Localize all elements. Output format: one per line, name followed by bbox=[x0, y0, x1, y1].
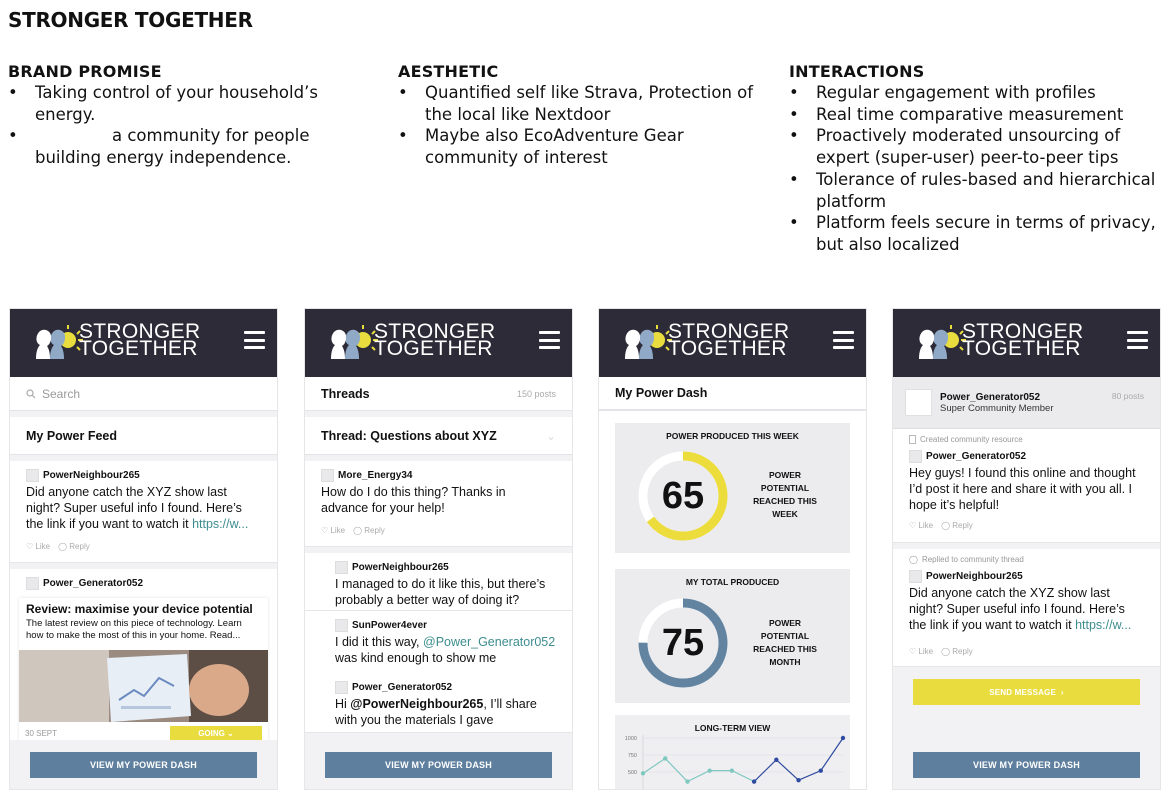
dash-body bbox=[599, 377, 866, 789]
post-username[interactable]: PowerNeighbour265 bbox=[43, 470, 140, 481]
like-button[interactable]: ♡ Like bbox=[321, 526, 346, 535]
article-title: Review: maximise your device potential bbox=[26, 602, 253, 616]
thread-header[interactable] bbox=[305, 417, 572, 455]
post-username[interactable]: SunPower4ever bbox=[352, 620, 428, 631]
menu-icon[interactable] bbox=[833, 331, 854, 349]
aesthetic-column bbox=[398, 62, 768, 169]
post-card[interactable] bbox=[10, 461, 277, 563]
data-point bbox=[796, 778, 800, 782]
data-point bbox=[641, 771, 645, 775]
reply-button[interactable]: ◯ Reply bbox=[941, 521, 973, 530]
data-point bbox=[752, 779, 756, 783]
view-power-dash-button[interactable]: VIEW MY POWER DASH bbox=[30, 752, 257, 778]
avatar bbox=[26, 577, 39, 590]
user-mention[interactable]: @PowerNeighbour265 bbox=[350, 697, 484, 711]
reply-button[interactable]: ◯ Reply bbox=[941, 647, 973, 656]
search-bar[interactable] bbox=[10, 377, 277, 411]
power-caption: POWER POTENTIAL REACHED THIS WEEK bbox=[753, 470, 817, 519]
data-point bbox=[819, 768, 823, 772]
app-logo-text: STRONGER TOGETHER bbox=[668, 320, 790, 360]
article-preview[interactable] bbox=[19, 598, 268, 744]
thread-title: Thread: Questions about XYZ bbox=[321, 428, 497, 443]
logo-icon bbox=[30, 323, 86, 363]
avatar bbox=[909, 570, 922, 583]
post-username[interactable]: Power_Generator052 bbox=[43, 578, 144, 589]
post-count: 150 posts bbox=[516, 388, 556, 399]
send-message-button[interactable]: SEND MESSAGE › bbox=[913, 679, 1140, 705]
post-text: How do I do this thing? Thanks in advance for your help! bbox=[321, 485, 506, 515]
chevron-down-icon[interactable]: ⌄ bbox=[545, 428, 556, 443]
post-username[interactable]: PowerNeighbour265 bbox=[352, 562, 449, 573]
avatar bbox=[909, 450, 922, 463]
long-term-chart bbox=[615, 735, 850, 790]
y-tick-label: 500 bbox=[627, 770, 637, 776]
post-username[interactable]: More_Energy34 bbox=[338, 470, 413, 481]
post-username[interactable]: PowerNeighbour265 bbox=[926, 571, 1023, 582]
profile-username: Power_Generator052 bbox=[940, 391, 1041, 403]
reply-button[interactable]: ◯ Reply bbox=[353, 526, 385, 535]
user-mention[interactable]: @Power_Generator052 bbox=[423, 635, 556, 649]
avatar bbox=[335, 619, 348, 632]
activity-card[interactable] bbox=[893, 429, 1160, 543]
article-text: The latest review on this piece of technology. Learn how to make the most of this in your home. Read... bbox=[26, 618, 242, 641]
profile-role: Super Community Member bbox=[940, 402, 1054, 414]
power-value: 75 bbox=[661, 621, 705, 664]
activity-meta: Replied to community thread bbox=[921, 555, 1024, 564]
interactions-column bbox=[789, 62, 1159, 256]
article-image bbox=[19, 650, 268, 722]
app-header bbox=[599, 309, 866, 377]
app-header bbox=[10, 309, 277, 377]
brand-promise-heading: BRAND PROMISE bbox=[8, 62, 162, 81]
power-ring bbox=[637, 450, 729, 542]
profile-body bbox=[893, 377, 1160, 789]
data-point bbox=[841, 736, 845, 740]
activity-meta: Created community resource bbox=[920, 435, 1023, 444]
view-power-dash-button[interactable]: VIEW MY POWER DASH bbox=[325, 752, 552, 778]
power-value: 65 bbox=[661, 474, 705, 517]
search-input[interactable]: Search bbox=[42, 386, 81, 401]
data-point bbox=[774, 758, 778, 762]
post-text: Did anyone catch the XYZ show last night? Super useful info I found. Here’s the link if you want to watch it https://w... bbox=[909, 586, 1132, 632]
interactions-item: • Platform feels secure in terms of privacy, but also localized bbox=[789, 212, 1159, 255]
card-label: MY TOTAL PRODUCED bbox=[685, 577, 780, 587]
interactions-heading: INTERACTIONS bbox=[789, 62, 925, 81]
y-tick-label: 1000 bbox=[624, 736, 637, 742]
section-header bbox=[599, 377, 866, 411]
app-logo-text: STRONGER TOGETHER bbox=[374, 320, 496, 360]
aesthetic-heading: AESTHETIC bbox=[398, 62, 499, 81]
threads-title: Threads bbox=[321, 386, 370, 401]
view-power-dash-button[interactable]: VIEW MY POWER DASH bbox=[913, 752, 1140, 778]
chart-title: LONG-TERM VIEW bbox=[694, 723, 771, 733]
event-date: 30 SEPT bbox=[25, 728, 58, 738]
phone-dash-screen bbox=[598, 308, 867, 790]
menu-icon[interactable] bbox=[1127, 331, 1148, 349]
app-header bbox=[305, 309, 572, 377]
page-title: STRONGER TOGETHER bbox=[8, 8, 253, 32]
brand-promise-column bbox=[8, 62, 368, 169]
series-line-1 bbox=[754, 738, 843, 782]
logo-icon bbox=[913, 323, 969, 363]
avatar bbox=[321, 469, 334, 482]
threads-body bbox=[305, 377, 572, 789]
avatar bbox=[26, 469, 39, 482]
aesthetic-item: • Quantified self like Strava, Protection of the local like Nextdoor bbox=[398, 82, 768, 125]
phone-feed-screen bbox=[9, 308, 278, 790]
post-text: Hey guys! I found this online and thought I’d post it here and share it with you all. I hope it’s helpful! bbox=[909, 466, 1136, 512]
section-header bbox=[10, 417, 277, 455]
avatar[interactable] bbox=[905, 389, 932, 416]
feed-body bbox=[10, 377, 277, 789]
thread-reply-card[interactable] bbox=[305, 611, 572, 673]
power-caption: POWER POTENTIAL REACHED THIS MONTH bbox=[753, 618, 817, 667]
phone-profile-screen bbox=[892, 308, 1161, 790]
long-term-card bbox=[615, 715, 850, 790]
menu-icon[interactable] bbox=[539, 331, 560, 349]
document-icon bbox=[909, 435, 916, 444]
section-header bbox=[305, 377, 572, 411]
post-username[interactable]: Power_Generator052 bbox=[352, 682, 453, 693]
activity-card[interactable] bbox=[893, 549, 1160, 667]
interactions-item: • Regular engagement with profiles bbox=[789, 82, 1159, 104]
like-button[interactable]: ♡ Like bbox=[909, 647, 934, 656]
series-line-0 bbox=[643, 758, 754, 781]
post-text: I did it this way, @Power_Generator052 was kind enough to show me bbox=[335, 635, 556, 665]
y-tick-label: 750 bbox=[627, 753, 637, 759]
data-point bbox=[707, 768, 711, 772]
post-link[interactable]: https://w... bbox=[1075, 618, 1132, 632]
reply-icon: ◯ bbox=[909, 555, 918, 564]
like-button[interactable]: ♡ Like bbox=[909, 521, 934, 530]
post-count: 80 posts bbox=[1111, 391, 1144, 401]
power-ring bbox=[637, 597, 729, 689]
total-power-card bbox=[615, 569, 850, 703]
brand-promise-item: • a community for people building energy independence. bbox=[8, 125, 368, 168]
thread-reply-card[interactable] bbox=[305, 673, 572, 733]
avatar bbox=[335, 681, 348, 694]
thread-question-card[interactable] bbox=[305, 461, 572, 547]
interactions-item: • Proactively moderated unsourcing of expert (super-user) peer-to-peer tips bbox=[789, 125, 1159, 168]
profile-header bbox=[893, 377, 1160, 429]
week-power-card bbox=[615, 423, 850, 553]
app-logo-text: STRONGER TOGETHER bbox=[79, 320, 201, 360]
app-logo-text: STRONGER TOGETHER bbox=[962, 320, 1084, 360]
thread-reply-card[interactable] bbox=[305, 553, 572, 611]
phone-threads-screen bbox=[304, 308, 573, 790]
data-point bbox=[663, 756, 667, 760]
aesthetic-item: • Maybe also EcoAdventure Gear community of interest bbox=[398, 125, 768, 168]
like-button[interactable]: ♡ Like bbox=[26, 542, 51, 551]
app-header bbox=[893, 309, 1160, 377]
interactions-item: • Tolerance of rules-based and hierarchical platform bbox=[789, 169, 1159, 212]
chevron-down-icon: ⌄ bbox=[227, 728, 234, 738]
reply-button[interactable]: ◯ Reply bbox=[58, 542, 90, 551]
interactions-item: • Real time comparative measurement bbox=[789, 104, 1159, 126]
event-post-card[interactable] bbox=[10, 569, 277, 743]
post-text: I managed to do it like this, but there’s probably a better way of doing it? bbox=[335, 577, 546, 607]
menu-icon[interactable] bbox=[244, 331, 265, 349]
logo-icon bbox=[325, 323, 381, 363]
feed-title: My Power Feed bbox=[26, 428, 117, 443]
data-point bbox=[730, 768, 734, 772]
search-icon bbox=[26, 389, 36, 399]
dash-title: My Power Dash bbox=[615, 386, 708, 400]
data-point bbox=[685, 779, 689, 783]
brand-promise-item: • Taking control of your household’s energy. bbox=[8, 82, 368, 125]
logo-icon bbox=[619, 323, 675, 363]
post-text: Did anyone catch the XYZ show last night? Super useful info I found. Here’s the link if you want to watch it https://w... bbox=[26, 485, 249, 531]
post-link[interactable]: https://w... bbox=[192, 517, 249, 531]
card-label: POWER PRODUCED THIS WEEK bbox=[666, 431, 799, 441]
post-username[interactable]: Power_Generator052 bbox=[926, 451, 1027, 462]
chevron-right-icon: › bbox=[1060, 687, 1064, 697]
avatar bbox=[335, 561, 348, 574]
post-text: Hi @PowerNeighbour265, I’ll share with you the materials I gave bbox=[335, 697, 537, 727]
going-button[interactable]: GOING ⌄ bbox=[170, 726, 262, 740]
